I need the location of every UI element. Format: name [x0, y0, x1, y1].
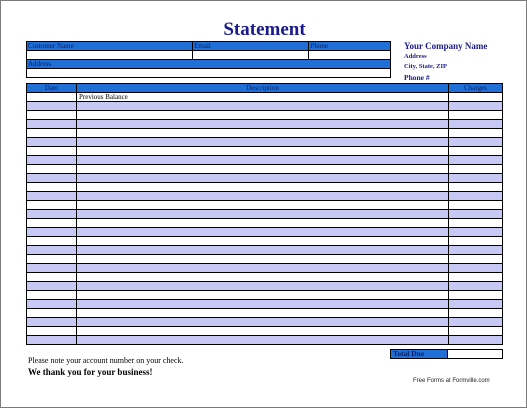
charges-cell[interactable] — [449, 192, 503, 201]
company-city-state-zip: City, State, ZIP — [404, 63, 447, 70]
description-cell[interactable] — [77, 129, 449, 138]
table-row — [27, 156, 503, 165]
description-cell[interactable] — [77, 138, 449, 147]
charges-cell[interactable] — [449, 111, 503, 120]
page-title: Statement — [223, 19, 306, 40]
customer-name-label: Customer Name — [27, 42, 193, 51]
description-cell[interactable] — [77, 273, 449, 282]
charges-cell[interactable] — [449, 102, 503, 111]
charges-cell[interactable] — [449, 273, 503, 282]
description-cell[interactable] — [77, 102, 449, 111]
description-cell[interactable] — [77, 120, 449, 129]
company-name: Your Company Name — [404, 41, 488, 51]
table-row — [27, 273, 503, 282]
table-row — [27, 255, 503, 264]
table-row — [27, 300, 503, 309]
table-row — [27, 309, 503, 318]
charges-cell[interactable] — [449, 336, 503, 345]
charges-cell[interactable] — [449, 165, 503, 174]
table-row — [27, 228, 503, 237]
table-row — [27, 102, 503, 111]
description-cell[interactable]: Previous Balance — [77, 93, 449, 102]
table-row — [27, 246, 503, 255]
statement-items-table — [26, 83, 503, 345]
table-row — [27, 183, 503, 192]
description-cell[interactable] — [77, 228, 449, 237]
total-due-label: Total Due — [391, 350, 448, 359]
date-cell[interactable] — [27, 93, 77, 102]
description-cell[interactable] — [77, 336, 449, 345]
date-cell[interactable] — [27, 192, 77, 201]
table-row — [27, 327, 503, 336]
date-cell[interactable] — [27, 246, 77, 255]
description-cell[interactable] — [77, 237, 449, 246]
description-cell[interactable] — [77, 264, 449, 273]
account-number-note: Please note your account number on your check. — [28, 356, 184, 365]
charges-cell[interactable] — [449, 201, 503, 210]
date-cell[interactable] — [27, 120, 77, 129]
date-cell[interactable] — [27, 102, 77, 111]
description-cell[interactable] — [77, 111, 449, 120]
table-row — [27, 219, 503, 228]
table-row — [27, 111, 503, 120]
table-row — [27, 174, 503, 183]
company-address: Address — [404, 53, 427, 60]
company-phone: Phone # — [404, 73, 430, 82]
table-row — [27, 282, 503, 291]
charges-cell[interactable] — [449, 138, 503, 147]
description-cell[interactable] — [77, 219, 449, 228]
total-due-field[interactable] — [448, 350, 503, 359]
address-table — [26, 59, 391, 78]
date-cell[interactable] — [27, 111, 77, 120]
date-cell[interactable] — [27, 219, 77, 228]
table-row — [27, 129, 503, 138]
charges-cell[interactable] — [449, 228, 503, 237]
charges-cell[interactable] — [449, 237, 503, 246]
email-label: Email — [193, 42, 309, 51]
date-cell[interactable] — [27, 264, 77, 273]
date-cell[interactable] — [27, 138, 77, 147]
date-cell[interactable] — [27, 210, 77, 219]
charges-cell[interactable] — [449, 129, 503, 138]
column-header-charges: Charges — [449, 84, 503, 93]
table-row — [27, 336, 503, 345]
description-cell[interactable] — [77, 147, 449, 156]
date-cell[interactable] — [27, 336, 77, 345]
date-cell[interactable] — [27, 201, 77, 210]
table-row — [27, 201, 503, 210]
address-label: Address — [27, 60, 391, 69]
charges-cell[interactable] — [449, 264, 503, 273]
description-cell[interactable] — [77, 174, 449, 183]
date-cell[interactable] — [27, 327, 77, 336]
description-cell[interactable] — [77, 282, 449, 291]
description-cell[interactable] — [77, 156, 449, 165]
total-due-box — [390, 349, 503, 359]
footer-credit: Free Forms at Formville.com — [413, 378, 490, 384]
charges-cell[interactable] — [449, 93, 503, 102]
table-row — [27, 165, 503, 174]
date-cell[interactable] — [27, 174, 77, 183]
charges-cell[interactable] — [449, 219, 503, 228]
description-cell[interactable] — [77, 210, 449, 219]
charges-cell[interactable] — [449, 120, 503, 129]
charges-cell[interactable] — [449, 156, 503, 165]
description-cell[interactable] — [77, 192, 449, 201]
description-cell[interactable] — [77, 165, 449, 174]
table-row — [27, 210, 503, 219]
date-cell[interactable] — [27, 147, 77, 156]
date-cell[interactable] — [27, 309, 77, 318]
date-cell[interactable] — [27, 255, 77, 264]
date-cell[interactable] — [27, 237, 77, 246]
charges-cell[interactable] — [449, 174, 503, 183]
table-row — [27, 318, 503, 327]
description-cell[interactable] — [77, 291, 449, 300]
description-cell[interactable] — [77, 309, 449, 318]
charges-cell[interactable] — [449, 318, 503, 327]
date-cell[interactable] — [27, 183, 77, 192]
charges-cell[interactable] — [449, 210, 503, 219]
date-cell[interactable] — [27, 300, 77, 309]
table-row — [27, 120, 503, 129]
thank-you-message: We thank you for your business! — [28, 367, 153, 377]
charges-cell[interactable] — [449, 246, 503, 255]
date-cell[interactable] — [27, 165, 77, 174]
charges-cell[interactable] — [449, 291, 503, 300]
description-cell[interactable] — [77, 255, 449, 264]
company-block — [404, 41, 519, 83]
date-cell[interactable] — [27, 282, 77, 291]
table-row — [27, 192, 503, 201]
column-header-date: Date — [27, 84, 77, 93]
customer-info-table — [26, 41, 391, 60]
charges-cell[interactable] — [449, 327, 503, 336]
table-row — [27, 237, 503, 246]
column-header-description: Description — [77, 84, 449, 93]
charges-cell[interactable] — [449, 300, 503, 309]
date-cell[interactable] — [27, 318, 77, 327]
date-cell[interactable] — [27, 291, 77, 300]
charges-cell[interactable] — [449, 255, 503, 264]
table-row — [27, 138, 503, 147]
description-cell[interactable] — [77, 183, 449, 192]
date-cell[interactable] — [27, 156, 77, 165]
date-cell[interactable] — [27, 273, 77, 282]
table-row — [27, 291, 503, 300]
description-cell[interactable] — [77, 327, 449, 336]
date-cell[interactable] — [27, 228, 77, 237]
charges-cell[interactable] — [449, 309, 503, 318]
date-cell[interactable] — [27, 129, 77, 138]
charges-cell[interactable] — [449, 183, 503, 192]
table-row — [27, 147, 503, 156]
description-cell[interactable] — [77, 300, 449, 309]
description-cell[interactable] — [77, 201, 449, 210]
charges-cell[interactable] — [449, 282, 503, 291]
phone-label: Phone — [309, 42, 391, 51]
description-cell[interactable] — [77, 318, 449, 327]
description-cell[interactable] — [77, 246, 449, 255]
address-field[interactable] — [27, 69, 391, 78]
table-row — [27, 264, 503, 273]
charges-cell[interactable] — [449, 147, 503, 156]
table-row — [27, 93, 503, 102]
